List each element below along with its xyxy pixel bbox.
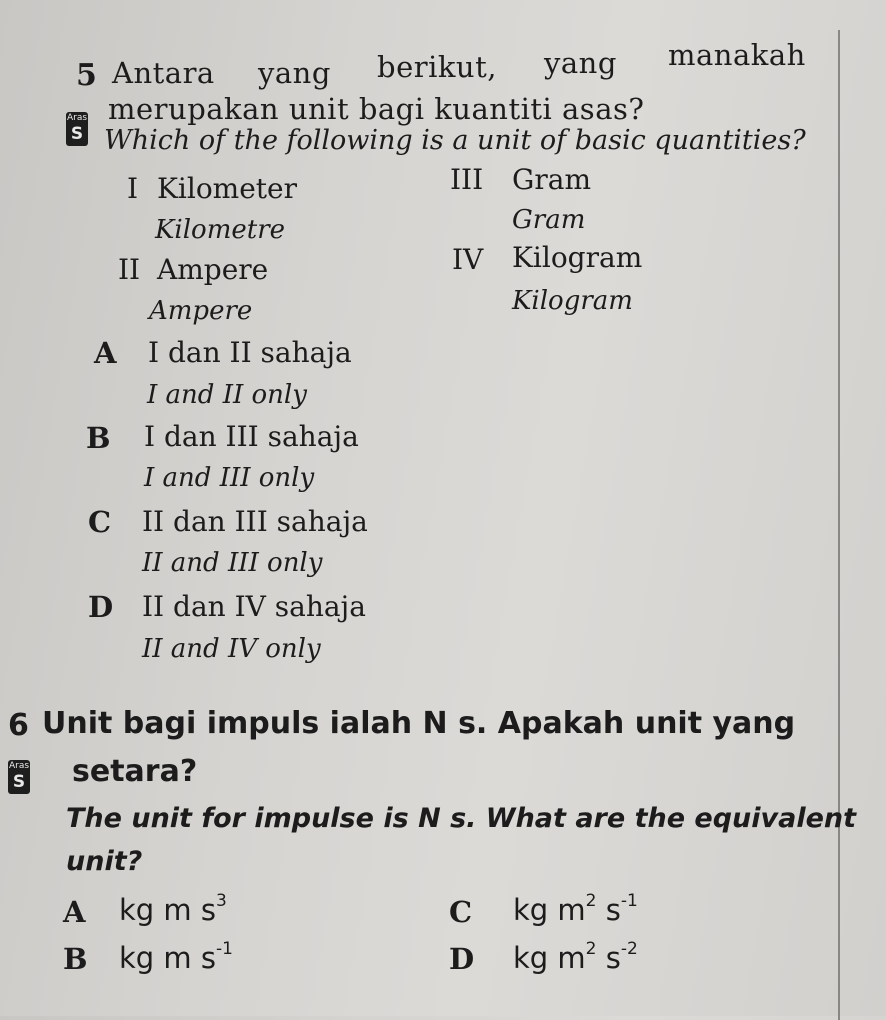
- question-6-number: 6: [8, 708, 29, 743]
- level-badge: Aras S: [66, 113, 88, 144]
- q5-option-c-letter[interactable]: C: [88, 505, 112, 539]
- q5-stem-word: yang: [544, 46, 617, 80]
- q5-option-c-en[interactable]: II and III only: [142, 548, 323, 578]
- q6-option-a-letter[interactable]: A: [63, 895, 86, 929]
- q6-stem-en-cont: unit?: [66, 846, 143, 877]
- q6-option-a-unit[interactable]: kg m $s^3$: [119, 891, 227, 927]
- q5-item-2-ms: Ampere: [157, 253, 269, 286]
- q5-item-4-ms: Kilogram: [512, 241, 643, 274]
- q5-item-3-en: Gram: [512, 205, 586, 235]
- question-5-number: 5: [76, 58, 97, 93]
- q5-option-a-letter[interactable]: A: [94, 336, 117, 370]
- q6-stem-ms-cont: setara?: [72, 754, 198, 789]
- q5-item-4-en: Kilogram: [512, 286, 633, 316]
- q5-option-b-ms[interactable]: I dan III sahaja: [144, 420, 359, 453]
- q5-option-b-en[interactable]: I and III only: [144, 463, 315, 493]
- q5-item-3-ms: Gram: [512, 163, 591, 196]
- q5-item-4-roman: IV: [452, 243, 484, 276]
- q5-item-2-roman: II: [118, 253, 141, 286]
- q6-stem-ms: Unit bagi impuls ialah N s. Apakah unit yang: [42, 706, 796, 741]
- q5-stem-word: berikut,: [377, 50, 497, 84]
- q5-item-1-en: Kilometre: [155, 215, 286, 245]
- q5-option-a-ms[interactable]: I dan II sahaja: [148, 336, 352, 369]
- q5-item-1-roman: I: [127, 172, 139, 205]
- q5-stem-word: manakah: [668, 38, 806, 72]
- q6-option-b-letter[interactable]: B: [63, 942, 88, 976]
- level-badge: Aras S: [8, 761, 30, 792]
- q6-option-c-unit[interactable]: kg $m^2$ $s^{-1}$: [513, 891, 638, 927]
- q5-option-c-ms[interactable]: II dan III sahaja: [142, 505, 368, 538]
- q5-stem-word: Antara: [112, 56, 215, 90]
- q5-option-d-en[interactable]: II and IV only: [142, 634, 321, 664]
- q6-option-d-unit[interactable]: kg $m^2$ $s^{-2}$: [513, 939, 638, 975]
- q5-option-a-en[interactable]: I and II only: [147, 380, 307, 410]
- q5-item-1-ms: Kilometer: [157, 172, 298, 205]
- q6-option-b-unit[interactable]: kg m $s^{-1}$: [119, 939, 233, 975]
- page-divider: [838, 30, 840, 1020]
- q5-item-2-en: Ampere: [149, 296, 253, 326]
- q5-item-3-roman: III: [450, 163, 484, 196]
- q5-stem-ms: merupakan unit bagi kuantiti asas?: [108, 92, 645, 126]
- q5-stem-word: yang: [258, 56, 331, 90]
- q5-option-b-letter[interactable]: B: [86, 421, 111, 455]
- q6-option-d-letter[interactable]: D: [449, 942, 475, 976]
- q5-option-d-letter[interactable]: D: [88, 590, 114, 624]
- q5-option-d-ms[interactable]: II dan IV sahaja: [142, 590, 366, 623]
- q5-stem-en: Which of the following is a unit of basic quantities?: [104, 125, 806, 156]
- q6-stem-en: The unit for impulse is N s. What are the equivalent: [66, 803, 857, 834]
- q6-option-c-letter[interactable]: C: [449, 895, 473, 929]
